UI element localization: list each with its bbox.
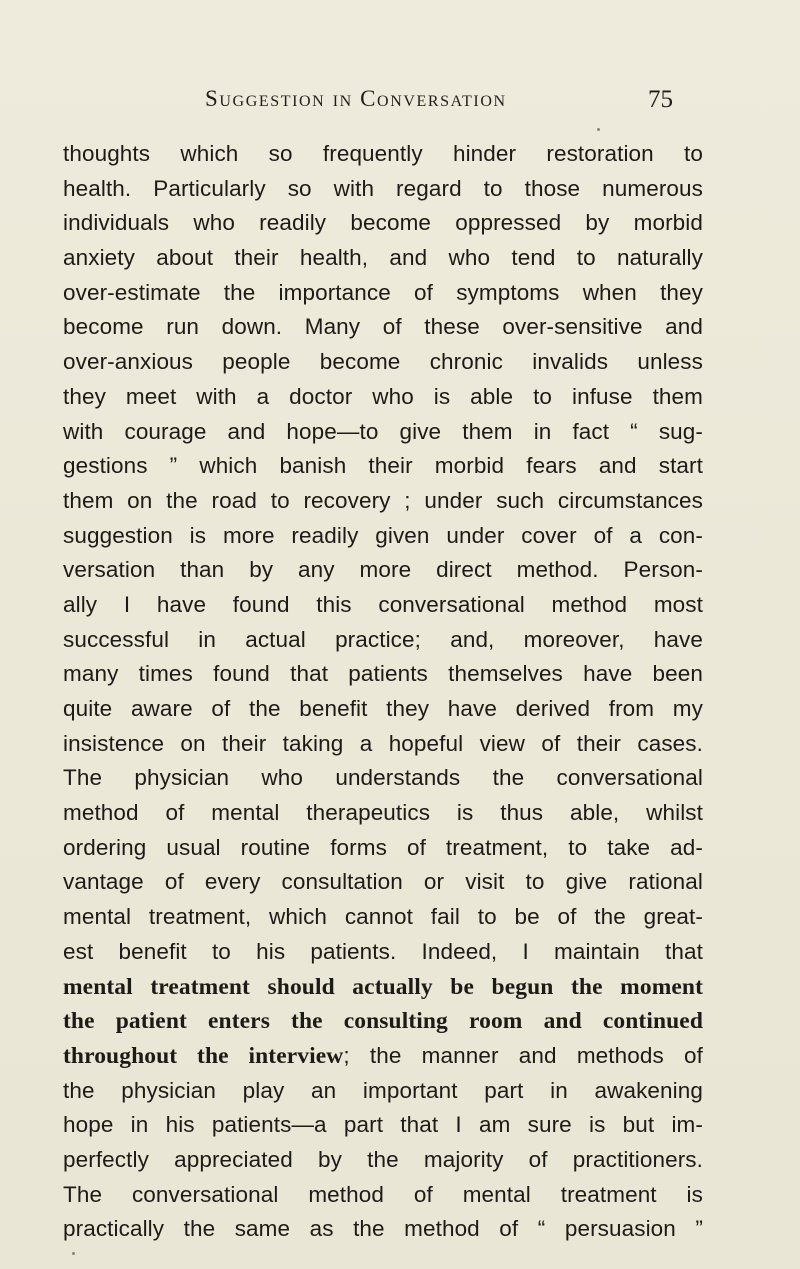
- text-line: the physician play an important part in awakening: [63, 1077, 703, 1103]
- text-line: ally I have found this conversational method most: [63, 591, 703, 617]
- text-line: they meet with a doctor who is able to infuse them: [63, 383, 703, 409]
- text-line: over-estimate the importance of symptoms when they: [63, 279, 703, 305]
- text-line: over-anxious people become chronic invalids unless: [63, 349, 703, 375]
- running-head: [0, 86, 800, 126]
- text-line: with courage and hope—to give them in fact “ sug-: [63, 418, 703, 444]
- text-line: successful in actual practice; and, moreover, have: [63, 626, 703, 652]
- running-title: Suggestion in Conversation: [205, 86, 507, 111]
- text-line: health. Particularly so with regard to those numerous: [63, 175, 703, 201]
- text-line: practically the same as the method of “ persuasion ”: [63, 1216, 703, 1242]
- text-emphasis: throughout the interview: [63, 1042, 344, 1069]
- text-line: quite aware of the benefit they have derived from my: [63, 696, 703, 721]
- body-text: [63, 137, 703, 1247]
- page-number: 75: [648, 86, 673, 113]
- text-line: est benefit to his patients. Indeed, I maintain that: [63, 938, 703, 964]
- text-line: gestions ” which banish their morbid fears and start: [63, 453, 703, 479]
- text-line: The physician who understands the conversational: [63, 765, 703, 791]
- text-line: hope in his patients—a part that I am sure is but im-: [63, 1112, 703, 1138]
- text-line: vantage of every consultation or visit to give rational: [63, 869, 703, 895]
- text-line: become run down. Many of these over-sensitive and: [63, 314, 703, 340]
- speck: [597, 128, 600, 131]
- text-line-emphasis: the patient enters the consulting room and continued: [63, 1008, 703, 1035]
- text-line-emphasis: mental treatment should actually be begun the moment: [63, 973, 703, 1000]
- text-run: ; the manner and methods of: [343, 1042, 703, 1068]
- text-line: versation than by any more direct method. Person-: [63, 557, 703, 583]
- text-line: mental treatment, which cannot fail to be of the great-: [63, 904, 703, 930]
- text-line: insistence on their taking a hopeful view of their cases.: [63, 730, 703, 756]
- text-line: perfectly appreciated by the majority of practitioners.: [63, 1146, 703, 1172]
- speck: [72, 1252, 75, 1255]
- text-line: The conversational method of mental treatment is: [63, 1181, 703, 1207]
- text-line: many times found that patients themselves have been: [63, 661, 703, 687]
- text-line: suggestion is more readily given under cover of a con-: [63, 522, 703, 548]
- text-line: thoughts which so frequently hinder restoration to: [63, 141, 703, 166]
- text-line: them on the road to recovery ; under such circumstances: [63, 487, 703, 513]
- text-line: method of mental therapeutics is thus able, whilst: [63, 800, 703, 826]
- text-line: anxiety about their health, and who tend to naturally: [63, 245, 703, 271]
- text-line-mixed: [63, 1039, 703, 1074]
- text-line: individuals who readily become oppressed by morbid: [63, 210, 703, 236]
- text-line: ordering usual routine forms of treatment, to take ad-: [63, 834, 703, 860]
